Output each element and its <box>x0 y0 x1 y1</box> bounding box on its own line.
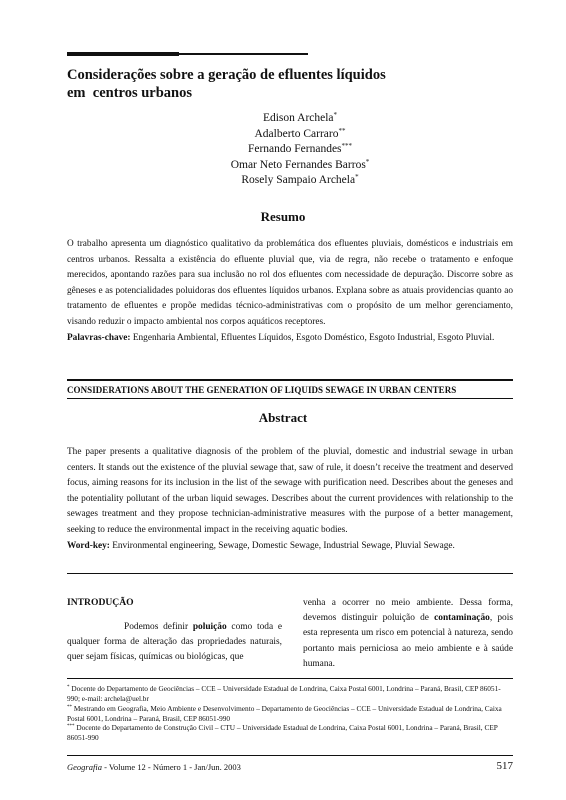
intro-right-column: venha a ocorrer no meio ambiente. Dessa forma, devemos distinguir poluição de contaminação, pois esta representa um risco em potencial à natureza, sendo portanto mais perniciosa ao meio ambiente e à saúde humana. <box>303 598 513 669</box>
footnote-rule <box>67 678 513 679</box>
journal-citation <box>67 762 241 772</box>
author-footnote-mark: *** <box>341 142 353 150</box>
section-rule-mid <box>67 398 513 399</box>
author-name: Adalberto Carraro** <box>254 126 346 140</box>
abstract-keywords-label: Word-key: <box>67 540 110 551</box>
page-number: 517 <box>496 760 513 772</box>
intro-left-column: Podemos definir poluição como toda e qualquer forma de alteração das propriedades naturais, quer sejam físicas, químicas ou biológicas, que <box>67 622 282 663</box>
header-rule-thin <box>179 53 308 55</box>
journal-issue: - Volume 12 - Número 1 - Jan/Jun. 2003 <box>101 762 241 772</box>
section-rule-bottom <box>67 573 513 574</box>
author-name: Rosely Sampaio Archela* <box>241 173 359 186</box>
abstract-heading: Abstract <box>258 410 308 425</box>
resumo-keywords-label: Palavras-chave: <box>67 332 131 343</box>
title-line-2: em centros urbanos <box>67 85 192 101</box>
intro-heading: INTRODUÇÃO <box>67 597 134 608</box>
term-poluicao: poluição <box>192 622 227 632</box>
author-footnote-mark: ** <box>338 126 346 135</box>
abstract-keywords: Environmental engineering, Sewage, Domestic Sewage, Industrial Sewage, Pluvial Sewage. <box>109 540 455 551</box>
footer-rule <box>67 755 513 756</box>
footnote-3: *** Docente do Departamento de Construção Civil – CTU – Universidade Estadual de Londrina, Caixa Postal 6001, Londrina – Paraná, Brasil, CEP 86051-990 <box>67 723 498 743</box>
resumo-heading: Resumo <box>260 209 306 224</box>
author-footnote-mark: * <box>333 111 338 119</box>
journal-name: Geografia <box>67 762 102 772</box>
author-footnote-mark: * <box>365 157 370 166</box>
author-name: Omar Neto Fernandes Barros* <box>230 157 370 171</box>
author-list <box>150 111 450 189</box>
author-name: Edison Archela* <box>262 111 338 124</box>
footnote-2: ** Mestrando em Geografia, Meio Ambiente e Desenvolvimento – Departamento de Geociências – CCE – Universidade Estadual de Londrina, Caixa Postal 6001, Londrina – Paraná, Brasil, CEP 86051-990 <box>67 704 502 724</box>
article-title <box>67 66 467 102</box>
author-name: Fernando Fernandes*** <box>247 142 353 155</box>
resumo-keywords: Engenharia Ambiental, Efluentes Líquidos, Esgoto Doméstico, Esgoto Industrial, Esgoto Pluvial. <box>130 332 495 343</box>
author-footnote-mark: * <box>355 173 359 181</box>
resumo-text: O trabalho apresenta um diagnóstico qualitativo da problemática dos efluentes pluviais, domésticos e industriais em centros urbanos. Ressalta a existência do efluente pluvial que, via de regra, não recebe o tratamento e enfoque merecidos, apontando razões para sua inclusão no rol dos efluentes com necessidade de depuração. Discorre sobre as gêneses e as potencialidades poluidoras dos efluentes líquidos urbanos. Explana sobre as atuais providencias quanto ao tratamento de efluentes e propõe medidas técnico-administrativas com o propósito de um melhor gerenciamento, visando reduzir o impacto ambiental nos corpos aquáticos receptores. Palavras-chave: Engenharia Ambiental, Efluentes Líquidos, Esgoto Doméstico, Esgoto Industrial, Esgoto Pluvial. <box>67 239 513 343</box>
header-rule-thick <box>67 52 179 56</box>
term-contaminacao: contaminação <box>434 613 490 624</box>
section-rule-top <box>67 379 513 381</box>
title-line-1: Considerações sobre a geração de efluentes líquidos <box>67 67 386 83</box>
abstract-text: The paper presents a qualitative diagnosis of the problem of the pluvial, domestic and industrial sewage in urban centers. It stands out the existence of the pluvial sewage that, saw of rule, it doesn’t receive the treatment and deserved focus, aiming reasons for its inclusion in the list of the sewage with purification need. Describes about the geneses and the potentiality pollutant of the urban liquid sewages. Describes about the current providences with relationship to the sewages treatment and they propose technician-administrative measures with the purpose of a better management, seeking to reduce the environmental impact in the receiving aquatic bodies. Word-key: Environmental engineering, Sewage, Domestic Sewage, Industrial Sewage, Pluvial Sewage. <box>67 447 513 551</box>
english-title: CONSIDERATIONS ABOUT THE GENERATION OF LIQUIDS SEWAGE IN URBAN CENTERS <box>67 385 457 395</box>
footnote-1: * Docente do Departamento de Geociências – CCE – Universidade Estadual de Londrina, Caixa Postal 6001, Londrina – Paraná, Brasil, CEP 86051-990; e-mail: archela@uel.br <box>67 684 501 704</box>
